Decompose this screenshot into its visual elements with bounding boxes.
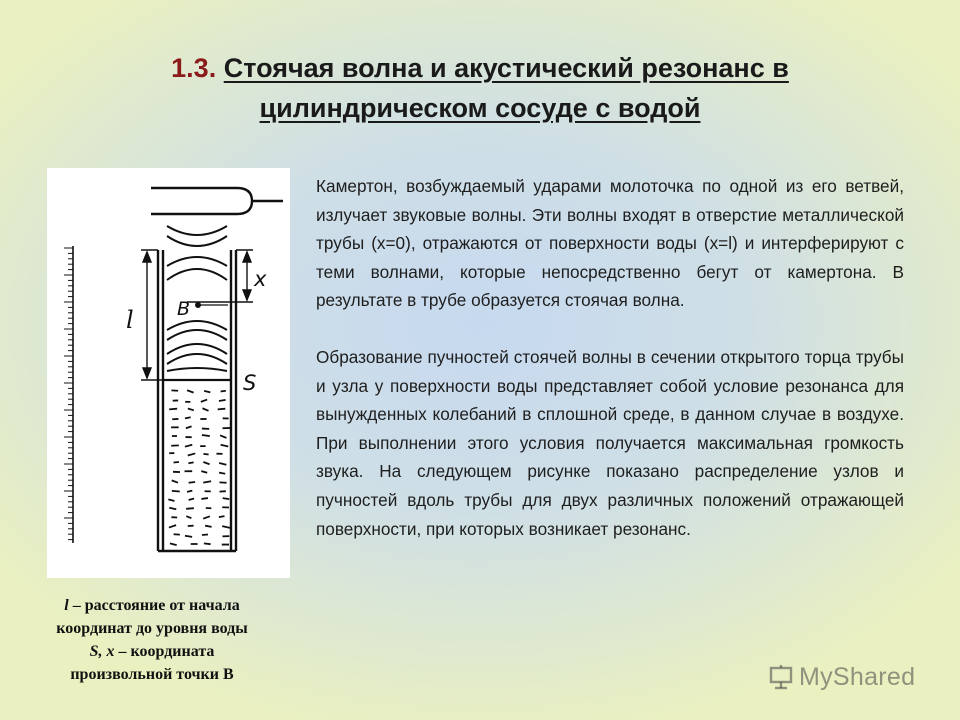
watermark: [768, 660, 915, 694]
title-line-2: цилиндрическом сосуде с водой: [259, 93, 701, 123]
tuning-fork: [151, 188, 283, 214]
water-dash: [186, 426, 192, 428]
presentation-icon: [768, 664, 794, 690]
water-dash: [219, 400, 226, 401]
water-dash: [201, 498, 208, 499]
title-number: 1.3.: [171, 53, 217, 83]
caption-line-3: – координата: [114, 643, 215, 660]
water-dash: [189, 482, 195, 483]
water-dash: [201, 400, 207, 402]
water-dash: [168, 499, 174, 501]
water-dash: [220, 435, 226, 438]
water-dash: [187, 390, 194, 392]
slide-title: [60, 48, 900, 128]
water-dash: [203, 462, 209, 464]
water-dash: [202, 435, 210, 436]
water-dash: [203, 481, 211, 482]
water-dash: [186, 516, 191, 518]
water-column: [163, 380, 231, 545]
water-dash: [187, 491, 192, 492]
label-x: x: [254, 267, 267, 291]
water-dash: [221, 391, 226, 392]
water-dash: [202, 408, 208, 411]
water-dash: [205, 526, 211, 527]
caption-var-sx: S, x: [89, 643, 115, 660]
water-dash: [223, 498, 230, 499]
watermark-text: MyShared: [799, 662, 916, 691]
water-dash: [188, 453, 195, 455]
label-s: S: [243, 371, 257, 395]
caption-line-1: – расстояние от начала: [68, 597, 240, 614]
dimension-l: [141, 250, 163, 380]
water-dash: [201, 471, 207, 473]
water-dash: [189, 499, 194, 501]
water-dash: [221, 445, 229, 447]
water-dash: [170, 543, 177, 545]
water-dash: [203, 516, 210, 518]
water-dash: [222, 526, 230, 528]
paragraph-2: Образование пучностей стоячей волны в сечении открытого торца трубы и узла у поверхности воды представляет собой условие резонанса для вынужденных колебаний в сплошной среде, в данном случае в воздухе. При выполнении этого условия получается максимальная громкость звука. На следующем рисунке показано распределение узлов и пучностей вдоль трубы для двух различных положений отражающей поверхности, при которых возникает резонанс.: [316, 346, 904, 539]
caption-line-2: координат до уровня воды: [56, 620, 248, 637]
caption-line-4: произвольной точки B: [70, 666, 234, 683]
water-dash: [219, 463, 226, 465]
water-dash: [219, 473, 225, 474]
body-text: [316, 172, 904, 543]
ruler: [64, 246, 73, 543]
water-dash: [172, 480, 178, 482]
water-dash: [219, 516, 225, 517]
water-dash: [185, 536, 192, 537]
tube-diagram: [47, 168, 290, 578]
title-line-1: Стоячая волна и акустический резонанс в: [223, 53, 789, 83]
water-dash: [185, 417, 191, 418]
water-dash: [185, 445, 192, 447]
caption-var-l: l: [64, 597, 69, 614]
paragraph-1: Камертон, возбуждаемый ударами молоточка по одной из его ветвей, излучает звуковые волны. Эти волны входят в отверстие металлической трубы (x=0), отражаются от поверхности воды (x=l) и интерферируют с теми волнами, которые непосредственно бегут от камертона. В результате в трубе образуется стоячая волна.: [316, 176, 904, 311]
water-dash: [169, 525, 176, 527]
water-dash: [203, 454, 208, 455]
water-dash: [188, 462, 193, 463]
water-dash: [169, 409, 177, 410]
wave-fronts: [167, 226, 227, 371]
water-dash: [169, 508, 176, 510]
water-dash: [172, 491, 180, 492]
water-dash: [188, 408, 194, 410]
water-dash: [186, 508, 194, 509]
resonance-tube-figure: [47, 168, 290, 578]
water-dash: [218, 409, 226, 410]
water-dash: [204, 391, 210, 392]
figure-caption: [18, 594, 286, 686]
label-l: l: [126, 306, 134, 334]
water-dash: [204, 543, 211, 544]
label-b: B: [177, 298, 191, 320]
